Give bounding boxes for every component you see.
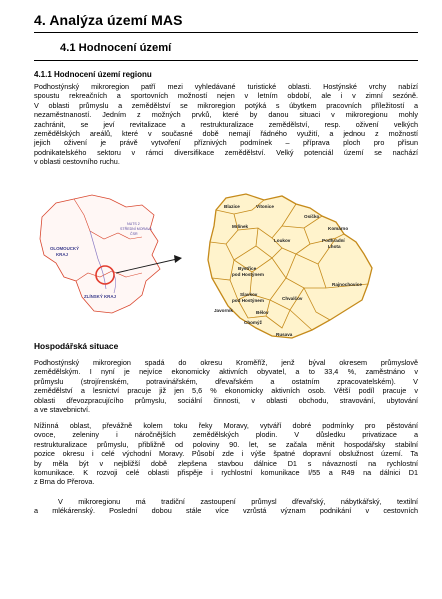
map-label: Osíčko	[304, 214, 320, 219]
map-label: Vítonice	[256, 204, 274, 209]
text-line: zemědělských areálů, které v současné době nemají řádného využití, a jednou z možností	[34, 129, 418, 139]
text-line: Podhostýnský mikroregion patří mezi vyhledávané turistické oblasti. Hostýnské vrchy nabízí	[34, 82, 418, 91]
section-heading: 4.1 Hodnocení území	[60, 42, 172, 54]
paragraph-intro	[34, 82, 418, 167]
map-label: Rajnochovice	[332, 282, 362, 287]
text-line: V oblasti průmyslu a zemědělství se mikroregion potýká s úbytkem pracovních příležitostí a	[34, 100, 418, 110]
map-label-nuts: STŘEDNÍ MORAVA	[120, 227, 152, 231]
map-label-olomoucky: KRAJ	[56, 252, 68, 257]
text-line: ovoce, zeleniny i náročnějších zemědělských plodin. V důsledku privatizace a	[34, 430, 418, 440]
arrow-head	[174, 255, 182, 263]
map-label: Chomýž	[244, 320, 262, 325]
text-line: by měla být v nejbližší době zlepšena stavbou dálnice D1 s návazností na rychlostní	[34, 458, 418, 468]
chapter-heading: 4. Analýza území MAS	[34, 12, 183, 28]
text-line: průmyslu (strojírenském, potravinářském, dřevařském a ostatním zpracovatelském). V	[34, 376, 418, 386]
map-label: Chvalčov	[282, 296, 303, 301]
text-line: podnikatelského sektoru v rámci diversifikace zemědělství. Velký potenciál území se nachází	[34, 147, 418, 157]
text-line: Nížinná oblast, převážně kolem toku řeky Moravy, vytváří dobré podmínky pro pěstování	[34, 421, 418, 430]
map-label: Slavkov	[240, 292, 258, 297]
text-line: zemědělským. I nyní je nejvíce ekonomicky aktivních obyvatel, a to 33,4 %, zaměstnáno v	[34, 367, 418, 377]
map-label: Rusava	[276, 332, 293, 337]
map-label: Komárno	[328, 226, 349, 231]
text-line: komunikace. K rozvoji celé oblasti přispěje i rychlostní komunikace I/55 a R49 na dálnici D1	[34, 468, 418, 478]
text-line: z Brna do Přerova.	[34, 477, 95, 487]
text-line: a mlékárenský. Poslední dobou stále více vzrůstá význam podnikání v cestovních	[34, 506, 418, 516]
paragraph-economy-2	[34, 421, 418, 487]
section-rule	[34, 60, 418, 61]
text-line: zemědělství a lesnictví pracuje již jen 5,6 % ekonomicky aktivních osob. Větší podíl pracuje v	[34, 386, 418, 396]
map-label-nuts: NUTS 2	[127, 222, 140, 226]
subsection-heading: 4.1.1 Hodnocení území regionu	[34, 70, 152, 79]
region-location-map	[34, 185, 184, 325]
map-label: pod Hostýnem	[232, 272, 264, 277]
map-label: Bělov	[256, 310, 269, 315]
text-line: v oblasti cestovního ruchu.	[34, 157, 120, 167]
map-label: Javorník	[214, 308, 233, 313]
section-title-economy: Hospodářská situace	[34, 341, 119, 351]
text-line: Podhostýnský mikroregion spadá do okresu Kroměříž, jenž býval okresem průmyslově	[34, 358, 418, 367]
text-line: pozice okresu i celé východní Moravy. Působí zde i výše špatné dopravní obslužnost území. Ta	[34, 449, 418, 459]
text-line: jejich oživení je právě vytvoření příznivých podmínek – příprava ploch pro přísun	[34, 138, 418, 148]
map-label-nuts: ČSR	[130, 232, 138, 236]
heading-rule	[34, 32, 418, 33]
text-line: restrukturalizace průmyslu, přibližně od poloviny 90. let, se začala měnit hospodářsky stabilní	[34, 439, 418, 449]
paragraph-economy-1	[34, 358, 418, 414]
map-label: Loukov	[274, 238, 291, 243]
map-label: Blazice	[224, 204, 240, 209]
text-line: spoustu rekreačních a sportovních možností nejen v letním období, ale i v zimní sezóně.	[34, 91, 418, 101]
microregion-map	[186, 188, 386, 342]
map-label-zlinsky: ZLÍNSKÝ KRAJ	[84, 294, 116, 299]
map-label-olomoucky: OLOMOUCKÝ	[50, 246, 80, 251]
map-label: Bystřice	[238, 266, 257, 271]
text-line: oblasti dřevozpracujícího průmyslu, sociální činnosti, v oblasti obchodu, stravování, ubytování	[34, 395, 418, 405]
map-label: Mrlínek	[232, 224, 249, 229]
text-line: V mikroregionu má tradiční zastoupení průmysl dřevařský, nábytkářský, textilní	[58, 497, 418, 506]
paragraph-economy-3	[34, 497, 418, 516]
map-label: Lhota	[328, 244, 341, 249]
map-label: pod Hostýnem	[232, 298, 264, 303]
text-line: nezaměstnaností. Jedním z možných prvků, které by danou situaci v mikroregionu mohly	[34, 110, 418, 120]
text-line: zachránit, se jeví revitalizace a restrukturalizace zemědělství, resp. oživení velkých	[34, 119, 418, 129]
text-line: a ve stavebnictví.	[34, 405, 91, 415]
map-label: Podhradní	[322, 238, 345, 243]
